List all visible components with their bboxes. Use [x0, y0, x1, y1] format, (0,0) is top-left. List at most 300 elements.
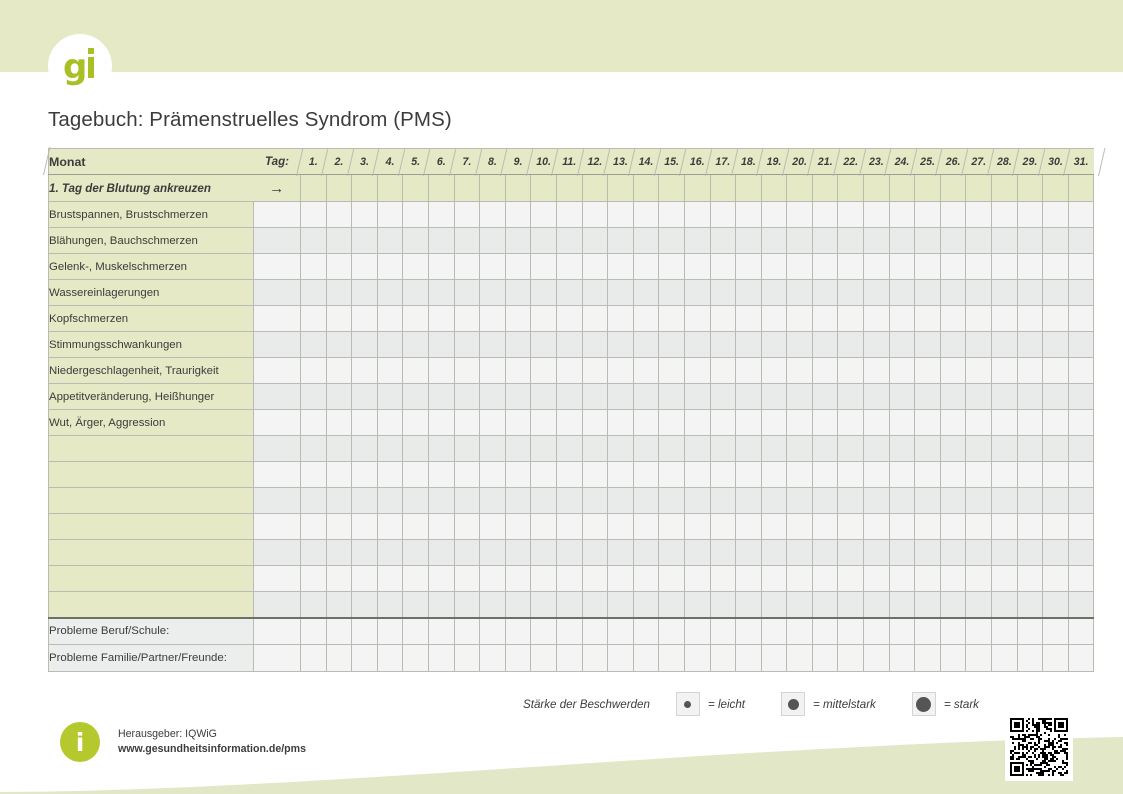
entry-cell[interactable] — [582, 566, 608, 592]
entry-cell[interactable] — [787, 306, 813, 332]
entry-cell[interactable] — [556, 358, 582, 384]
entry-cell[interactable] — [812, 645, 838, 672]
entry-cell[interactable] — [812, 488, 838, 514]
entry-cell[interactable] — [684, 592, 710, 618]
entry-cell[interactable] — [377, 306, 403, 332]
entry-cell[interactable] — [710, 566, 736, 592]
entry-cell[interactable] — [1043, 202, 1069, 228]
entry-cell[interactable] — [761, 645, 787, 672]
entry-cell[interactable] — [761, 566, 787, 592]
entry-cell[interactable] — [454, 566, 480, 592]
entry-cell[interactable] — [736, 228, 762, 254]
entry-cell[interactable] — [1017, 436, 1043, 462]
entry-cell[interactable] — [377, 488, 403, 514]
entry-cell[interactable] — [505, 540, 531, 566]
entry-cell[interactable] — [864, 332, 890, 358]
bleeding-cell[interactable] — [915, 175, 941, 202]
entry-cell[interactable] — [889, 384, 915, 410]
entry-cell[interactable] — [254, 228, 301, 254]
entry-cell[interactable] — [864, 618, 890, 645]
entry-cell[interactable] — [992, 358, 1018, 384]
entry-cell[interactable] — [428, 618, 454, 645]
entry-cell[interactable] — [301, 332, 327, 358]
entry-cell[interactable] — [428, 566, 454, 592]
entry-cell[interactable] — [659, 436, 685, 462]
entry-cell[interactable] — [301, 280, 327, 306]
bleeding-cell[interactable] — [966, 175, 992, 202]
entry-cell[interactable] — [1017, 566, 1043, 592]
entry-cell[interactable] — [403, 540, 429, 566]
bleeding-cell[interactable] — [736, 175, 762, 202]
entry-cell[interactable] — [428, 462, 454, 488]
entry-cell[interactable] — [684, 540, 710, 566]
entry-cell[interactable] — [940, 540, 966, 566]
entry-cell[interactable] — [428, 306, 454, 332]
entry-cell[interactable] — [1068, 566, 1094, 592]
entry-cell[interactable] — [966, 618, 992, 645]
bleeding-cell[interactable] — [838, 175, 864, 202]
entry-cell[interactable] — [352, 592, 378, 618]
entry-cell[interactable] — [454, 514, 480, 540]
entry-cell[interactable] — [761, 306, 787, 332]
entry-cell[interactable] — [505, 228, 531, 254]
entry-cell[interactable] — [633, 566, 659, 592]
entry-cell[interactable] — [940, 306, 966, 332]
entry-cell[interactable] — [254, 202, 301, 228]
entry-cell[interactable] — [915, 462, 941, 488]
entry-cell[interactable] — [812, 202, 838, 228]
entry-cell[interactable] — [352, 462, 378, 488]
entry-cell[interactable] — [254, 280, 301, 306]
entry-cell[interactable] — [659, 514, 685, 540]
entry-cell[interactable] — [326, 228, 352, 254]
entry-cell[interactable] — [736, 488, 762, 514]
entry-cell[interactable] — [889, 462, 915, 488]
entry-cell[interactable] — [301, 488, 327, 514]
entry-cell[interactable] — [556, 436, 582, 462]
entry-cell[interactable] — [812, 462, 838, 488]
bleeding-cell[interactable] — [428, 175, 454, 202]
entry-cell[interactable] — [254, 436, 301, 462]
entry-cell[interactable] — [864, 488, 890, 514]
entry-cell[interactable] — [1068, 514, 1094, 540]
bleeding-cell[interactable] — [608, 175, 634, 202]
entry-cell[interactable] — [403, 254, 429, 280]
entry-cell[interactable] — [966, 228, 992, 254]
entry-cell[interactable] — [352, 488, 378, 514]
entry-cell[interactable] — [787, 488, 813, 514]
entry-cell[interactable] — [505, 488, 531, 514]
entry-cell[interactable] — [582, 436, 608, 462]
entry-cell[interactable] — [352, 332, 378, 358]
entry-cell[interactable] — [992, 540, 1018, 566]
entry-cell[interactable] — [684, 566, 710, 592]
entry-cell[interactable] — [326, 540, 352, 566]
entry-cell[interactable] — [864, 592, 890, 618]
entry-cell[interactable] — [812, 332, 838, 358]
entry-cell[interactable] — [889, 202, 915, 228]
entry-cell[interactable] — [1017, 618, 1043, 645]
entry-cell[interactable] — [889, 280, 915, 306]
entry-cell[interactable] — [531, 618, 557, 645]
entry-cell[interactable] — [428, 384, 454, 410]
entry-cell[interactable] — [710, 488, 736, 514]
entry-cell[interactable] — [454, 384, 480, 410]
entry-cell[interactable] — [556, 410, 582, 436]
bleeding-cell[interactable] — [787, 175, 813, 202]
entry-cell[interactable] — [812, 436, 838, 462]
entry-cell[interactable] — [710, 254, 736, 280]
entry-cell[interactable] — [254, 384, 301, 410]
entry-cell[interactable] — [403, 384, 429, 410]
entry-cell[interactable] — [1068, 410, 1094, 436]
bleeding-cell[interactable] — [377, 175, 403, 202]
entry-cell[interactable] — [710, 202, 736, 228]
entry-cell[interactable] — [659, 202, 685, 228]
entry-cell[interactable] — [992, 645, 1018, 672]
entry-cell[interactable] — [480, 645, 506, 672]
entry-cell[interactable] — [454, 202, 480, 228]
entry-cell[interactable] — [505, 462, 531, 488]
entry-cell[interactable] — [254, 254, 301, 280]
entry-cell[interactable] — [301, 254, 327, 280]
entry-cell[interactable] — [556, 592, 582, 618]
entry-cell[interactable] — [254, 566, 301, 592]
entry-cell[interactable] — [940, 514, 966, 540]
entry-cell[interactable] — [633, 228, 659, 254]
entry-cell[interactable] — [480, 254, 506, 280]
entry-cell[interactable] — [787, 228, 813, 254]
entry-cell[interactable] — [992, 202, 1018, 228]
entry-cell[interactable] — [531, 488, 557, 514]
entry-cell[interactable] — [582, 462, 608, 488]
entry-cell[interactable] — [864, 566, 890, 592]
entry-cell[interactable] — [940, 436, 966, 462]
entry-cell[interactable] — [838, 436, 864, 462]
entry-cell[interactable] — [608, 462, 634, 488]
entry-cell[interactable] — [505, 332, 531, 358]
entry-cell[interactable] — [254, 514, 301, 540]
entry-cell[interactable] — [1043, 358, 1069, 384]
entry-cell[interactable] — [326, 645, 352, 672]
entry-cell[interactable] — [326, 332, 352, 358]
entry-cell[interactable] — [1043, 488, 1069, 514]
entry-cell[interactable] — [505, 618, 531, 645]
entry-cell[interactable] — [428, 540, 454, 566]
entry-cell[interactable] — [838, 645, 864, 672]
bleeding-cell[interactable] — [326, 175, 352, 202]
entry-cell[interactable] — [608, 618, 634, 645]
bleeding-cell[interactable] — [710, 175, 736, 202]
entry-cell[interactable] — [1068, 488, 1094, 514]
entry-cell[interactable] — [1043, 592, 1069, 618]
entry-cell[interactable] — [582, 514, 608, 540]
entry-cell[interactable] — [710, 436, 736, 462]
entry-cell[interactable] — [684, 280, 710, 306]
entry-cell[interactable] — [326, 618, 352, 645]
entry-cell[interactable] — [403, 645, 429, 672]
row-label-blank[interactable] — [49, 540, 254, 566]
entry-cell[interactable] — [326, 254, 352, 280]
entry-cell[interactable] — [352, 202, 378, 228]
entry-cell[interactable] — [992, 410, 1018, 436]
entry-cell[interactable] — [761, 332, 787, 358]
entry-cell[interactable] — [301, 384, 327, 410]
bleeding-cell[interactable] — [659, 175, 685, 202]
entry-cell[interactable] — [761, 514, 787, 540]
entry-cell[interactable] — [761, 618, 787, 645]
entry-cell[interactable] — [608, 540, 634, 566]
entry-cell[interactable] — [531, 566, 557, 592]
entry-cell[interactable] — [608, 280, 634, 306]
entry-cell[interactable] — [966, 645, 992, 672]
entry-cell[interactable] — [1068, 332, 1094, 358]
entry-cell[interactable] — [403, 280, 429, 306]
entry-cell[interactable] — [787, 358, 813, 384]
entry-cell[interactable] — [480, 540, 506, 566]
entry-cell[interactable] — [736, 540, 762, 566]
entry-cell[interactable] — [608, 514, 634, 540]
entry-cell[interactable] — [736, 410, 762, 436]
bleeding-cell[interactable] — [403, 175, 429, 202]
entry-cell[interactable] — [377, 332, 403, 358]
entry-cell[interactable] — [889, 566, 915, 592]
entry-cell[interactable] — [889, 592, 915, 618]
entry-cell[interactable] — [326, 592, 352, 618]
entry-cell[interactable] — [659, 228, 685, 254]
entry-cell[interactable] — [940, 410, 966, 436]
entry-cell[interactable] — [403, 202, 429, 228]
entry-cell[interactable] — [480, 566, 506, 592]
entry-cell[interactable] — [966, 384, 992, 410]
entry-cell[interactable] — [454, 332, 480, 358]
entry-cell[interactable] — [633, 410, 659, 436]
entry-cell[interactable] — [812, 540, 838, 566]
entry-cell[interactable] — [505, 566, 531, 592]
entry-cell[interactable] — [889, 436, 915, 462]
entry-cell[interactable] — [505, 202, 531, 228]
bleeding-cell[interactable] — [480, 175, 506, 202]
entry-cell[interactable] — [480, 358, 506, 384]
entry-cell[interactable] — [428, 645, 454, 672]
entry-cell[interactable] — [915, 514, 941, 540]
entry-cell[interactable] — [812, 566, 838, 592]
entry-cell[interactable] — [889, 228, 915, 254]
entry-cell[interactable] — [352, 254, 378, 280]
entry-cell[interactable] — [582, 358, 608, 384]
entry-cell[interactable] — [659, 488, 685, 514]
entry-cell[interactable] — [377, 384, 403, 410]
entry-cell[interactable] — [377, 410, 403, 436]
entry-cell[interactable] — [608, 592, 634, 618]
entry-cell[interactable] — [633, 384, 659, 410]
entry-cell[interactable] — [966, 254, 992, 280]
entry-cell[interactable] — [838, 254, 864, 280]
entry-cell[interactable] — [1043, 540, 1069, 566]
entry-cell[interactable] — [864, 202, 890, 228]
entry-cell[interactable] — [710, 592, 736, 618]
entry-cell[interactable] — [428, 332, 454, 358]
entry-cell[interactable] — [736, 306, 762, 332]
row-label-blank[interactable] — [49, 436, 254, 462]
entry-cell[interactable] — [556, 384, 582, 410]
entry-cell[interactable] — [556, 566, 582, 592]
entry-cell[interactable] — [787, 592, 813, 618]
entry-cell[interactable] — [352, 228, 378, 254]
entry-cell[interactable] — [301, 410, 327, 436]
qr-code[interactable] — [1005, 713, 1073, 781]
entry-cell[interactable] — [684, 410, 710, 436]
bleeding-cell[interactable] — [352, 175, 378, 202]
entry-cell[interactable] — [556, 645, 582, 672]
entry-cell[interactable] — [326, 566, 352, 592]
entry-cell[interactable] — [761, 202, 787, 228]
entry-cell[interactable] — [556, 540, 582, 566]
entry-cell[interactable] — [659, 462, 685, 488]
entry-cell[interactable] — [838, 410, 864, 436]
entry-cell[interactable] — [633, 306, 659, 332]
entry-cell[interactable] — [889, 540, 915, 566]
entry-cell[interactable] — [403, 410, 429, 436]
entry-cell[interactable] — [684, 436, 710, 462]
entry-cell[interactable] — [915, 645, 941, 672]
entry-cell[interactable] — [428, 254, 454, 280]
entry-cell[interactable] — [301, 645, 327, 672]
entry-cell[interactable] — [710, 462, 736, 488]
entry-cell[interactable] — [1017, 306, 1043, 332]
entry-cell[interactable] — [1043, 514, 1069, 540]
entry-cell[interactable] — [736, 332, 762, 358]
entry-cell[interactable] — [966, 488, 992, 514]
entry-cell[interactable] — [403, 358, 429, 384]
entry-cell[interactable] — [531, 384, 557, 410]
entry-cell[interactable] — [454, 306, 480, 332]
entry-cell[interactable] — [531, 592, 557, 618]
entry-cell[interactable] — [966, 436, 992, 462]
entry-cell[interactable] — [761, 228, 787, 254]
entry-cell[interactable] — [608, 488, 634, 514]
entry-cell[interactable] — [812, 306, 838, 332]
entry-cell[interactable] — [992, 280, 1018, 306]
entry-cell[interactable] — [403, 514, 429, 540]
entry-cell[interactable] — [505, 280, 531, 306]
entry-cell[interactable] — [428, 488, 454, 514]
entry-cell[interactable] — [684, 645, 710, 672]
entry-cell[interactable] — [352, 436, 378, 462]
entry-cell[interactable] — [940, 202, 966, 228]
entry-cell[interactable] — [1043, 645, 1069, 672]
entry-cell[interactable] — [505, 645, 531, 672]
entry-cell[interactable] — [633, 462, 659, 488]
entry-cell[interactable] — [352, 618, 378, 645]
entry-cell[interactable] — [454, 618, 480, 645]
entry-cell[interactable] — [1017, 228, 1043, 254]
entry-cell[interactable] — [864, 228, 890, 254]
entry-cell[interactable] — [505, 384, 531, 410]
entry-cell[interactable] — [377, 618, 403, 645]
entry-cell[interactable] — [254, 306, 301, 332]
entry-cell[interactable] — [254, 332, 301, 358]
entry-cell[interactable] — [352, 384, 378, 410]
entry-cell[interactable] — [1068, 436, 1094, 462]
entry-cell[interactable] — [915, 488, 941, 514]
entry-cell[interactable] — [915, 618, 941, 645]
entry-cell[interactable] — [608, 254, 634, 280]
entry-cell[interactable] — [864, 540, 890, 566]
bleeding-cell[interactable] — [556, 175, 582, 202]
entry-cell[interactable] — [992, 566, 1018, 592]
entry-cell[interactable] — [377, 592, 403, 618]
entry-cell[interactable] — [403, 488, 429, 514]
entry-cell[interactable] — [582, 306, 608, 332]
entry-cell[interactable] — [301, 618, 327, 645]
entry-cell[interactable] — [633, 202, 659, 228]
entry-cell[interactable] — [633, 645, 659, 672]
entry-cell[interactable] — [838, 488, 864, 514]
entry-cell[interactable] — [1017, 645, 1043, 672]
entry-cell[interactable] — [966, 202, 992, 228]
entry-cell[interactable] — [864, 306, 890, 332]
entry-cell[interactable] — [992, 514, 1018, 540]
entry-cell[interactable] — [864, 280, 890, 306]
entry-cell[interactable] — [301, 514, 327, 540]
entry-cell[interactable] — [480, 436, 506, 462]
entry-cell[interactable] — [633, 436, 659, 462]
entry-cell[interactable] — [1017, 514, 1043, 540]
bleeding-cell[interactable] — [761, 175, 787, 202]
entry-cell[interactable] — [608, 202, 634, 228]
entry-cell[interactable] — [761, 488, 787, 514]
entry-cell[interactable] — [889, 514, 915, 540]
entry-cell[interactable] — [710, 306, 736, 332]
entry-cell[interactable] — [428, 358, 454, 384]
entry-cell[interactable] — [710, 332, 736, 358]
entry-cell[interactable] — [812, 618, 838, 645]
entry-cell[interactable] — [633, 592, 659, 618]
bleeding-cell[interactable] — [531, 175, 557, 202]
entry-cell[interactable] — [966, 410, 992, 436]
entry-cell[interactable] — [1068, 254, 1094, 280]
entry-cell[interactable] — [992, 462, 1018, 488]
entry-cell[interactable] — [480, 280, 506, 306]
entry-cell[interactable] — [454, 645, 480, 672]
entry-cell[interactable] — [812, 592, 838, 618]
entry-cell[interactable] — [966, 306, 992, 332]
entry-cell[interactable] — [608, 566, 634, 592]
entry-cell[interactable] — [505, 306, 531, 332]
entry-cell[interactable] — [633, 618, 659, 645]
entry-cell[interactable] — [940, 384, 966, 410]
entry-cell[interactable] — [377, 202, 403, 228]
bleeding-cell[interactable] — [1043, 175, 1069, 202]
entry-cell[interactable] — [736, 566, 762, 592]
entry-cell[interactable] — [480, 488, 506, 514]
entry-cell[interactable] — [1043, 332, 1069, 358]
entry-cell[interactable] — [659, 306, 685, 332]
entry-cell[interactable] — [915, 254, 941, 280]
entry-cell[interactable] — [301, 592, 327, 618]
entry-cell[interactable] — [915, 202, 941, 228]
entry-cell[interactable] — [301, 228, 327, 254]
entry-cell[interactable] — [352, 645, 378, 672]
entry-cell[interactable] — [1043, 618, 1069, 645]
entry-cell[interactable] — [1043, 566, 1069, 592]
entry-cell[interactable] — [966, 514, 992, 540]
entry-cell[interactable] — [556, 462, 582, 488]
entry-cell[interactable] — [684, 306, 710, 332]
entry-cell[interactable] — [812, 358, 838, 384]
entry-cell[interactable] — [505, 514, 531, 540]
